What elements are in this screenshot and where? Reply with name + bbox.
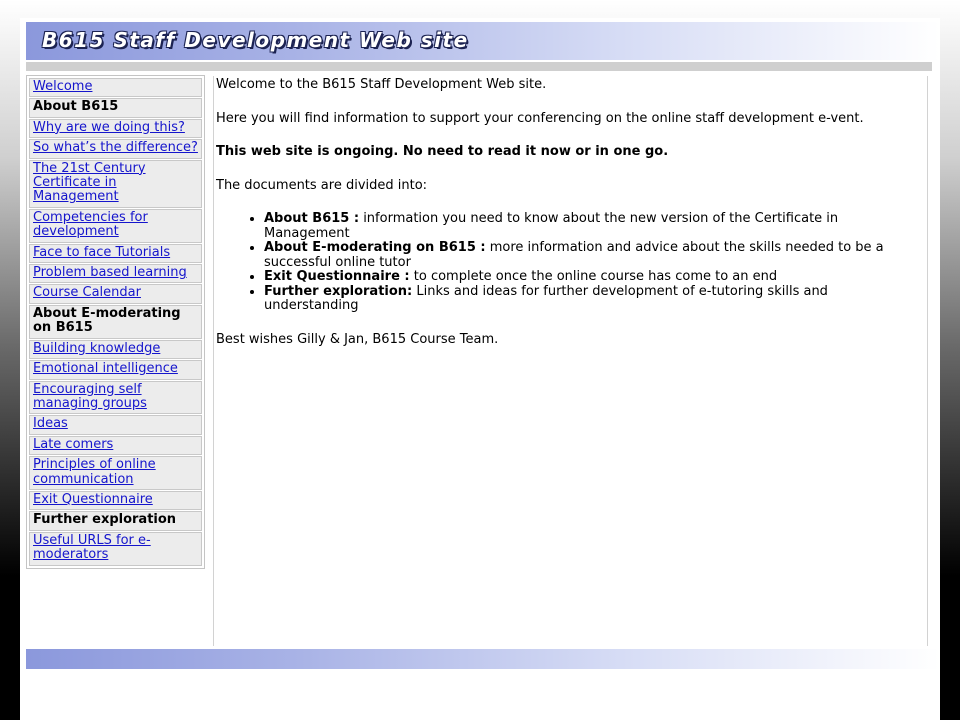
sidebar-link-late-comers[interactable]: Late comers <box>29 436 202 455</box>
sidebar-link-principles-of-online-communication[interactable]: Principles of online communication <box>29 456 202 490</box>
list-item <box>264 270 919 285</box>
list-item-term: About E-moderating on B615 : <box>264 240 486 255</box>
sidebar-link-course-calendar[interactable]: Course Calendar <box>29 284 202 303</box>
list-item-desc: to complete once the online course has come to an end <box>409 269 778 284</box>
sidebar-link-why-are-we-doing-this[interactable]: Why are we doing this? <box>29 119 202 138</box>
list-item-term: Exit Questionnaire : <box>264 269 410 284</box>
list-item <box>264 285 919 314</box>
notice-text: This web site is ongoing. No need to read it now or in one go. <box>216 144 669 159</box>
sidebar-link-the-21st-century-certificate-in-management[interactable]: The 21st Century Certificate in Management <box>29 160 202 208</box>
sidebar-link-encouraging-self-managing-groups[interactable]: Encouraging self managing groups <box>29 381 202 415</box>
sidebar-link-exit-questionnaire[interactable]: Exit Questionnaire <box>29 491 202 510</box>
sidebar-link-building-knowledge[interactable]: Building knowledge <box>29 340 202 359</box>
divided-text: The documents are divided into: <box>216 177 428 193</box>
sidebar-link-face-to-face-tutorials[interactable]: Face to face Tutorials <box>29 244 202 263</box>
footer-bar <box>26 649 940 669</box>
site-banner <box>26 22 940 60</box>
sidebar-link-useful-urls-for-e-moderators[interactable]: Useful URLS for e-moderators <box>29 532 202 566</box>
site-title: B615 Staff Development Web site <box>42 28 469 52</box>
list-item-desc: Links and ideas for further development of e-tutoring skills and understanding <box>264 283 828 313</box>
top-divider-bar <box>26 62 932 71</box>
sidebar-link-competencies-for-development[interactable]: Competencies for development <box>29 209 202 243</box>
sidebar-link-problem-based-learning[interactable]: Problem based learning <box>29 264 202 283</box>
sidebar-header-further-exploration: Further exploration <box>29 511 202 530</box>
list-item-term: About B615 : <box>264 211 360 226</box>
list-item <box>264 212 919 241</box>
list-item-desc: more information and advice about the skills needed to be a successful online tutor <box>264 240 884 270</box>
main-content <box>213 76 928 646</box>
list-item <box>264 241 919 270</box>
document-list <box>216 212 919 314</box>
welcome-text: Welcome to the B615 Staff Development Web site. <box>216 77 547 92</box>
intro-text: Here you will find information to support your conferencing on the online staff development e-vent. <box>216 110 864 126</box>
sidebar-header-about-b615: About B615 <box>29 98 202 117</box>
signoff-text: Best wishes Gilly & Jan, B615 Course Team. <box>216 331 499 347</box>
sidebar-link-so-what-s-the-difference[interactable]: So what’s the difference? <box>29 139 202 158</box>
list-item-desc: information you need to know about the new version of the Certificate in Management <box>264 211 839 241</box>
sidebar-link-ideas[interactable]: Ideas <box>29 415 202 434</box>
sidebar-nav <box>26 75 205 569</box>
sidebar-link-welcome[interactable]: Welcome <box>29 78 202 97</box>
page <box>20 18 940 720</box>
sidebar-link-emotional-intelligence[interactable]: Emotional intelligence <box>29 360 202 379</box>
sidebar-header-about-e-moderating-on-b615: About E-moderating on B615 <box>29 305 202 339</box>
list-item-term: Further exploration: <box>264 283 413 299</box>
